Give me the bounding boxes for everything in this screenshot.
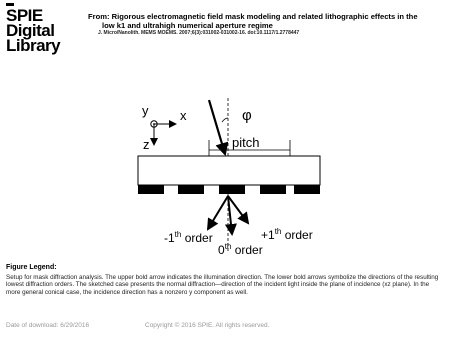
axis-label-x: x [180, 108, 187, 123]
absorber-line-5 [294, 185, 320, 194]
mask-substrate [138, 156, 320, 185]
angle-label: φ [242, 107, 252, 124]
order-0-label: 0th order [218, 242, 263, 257]
axis-label-y: y [142, 103, 149, 118]
figure-legend-title: Figure Legend: [6, 264, 57, 271]
order-minus1-label: -1th order [164, 230, 213, 245]
logo-line-3: Library [6, 36, 61, 55]
article-title-line-2: low k1 and ultrahigh numerical aperture regime [102, 21, 273, 30]
axis-label-z: z [143, 137, 150, 152]
absorber-line-1 [138, 185, 164, 194]
absorber-line-4 [260, 185, 286, 194]
axis-origin-dot [153, 123, 155, 125]
order-minus1-arrow [208, 196, 228, 229]
article-header [88, 12, 448, 37]
logo-line-2: Digital [6, 21, 55, 40]
download-date: Date of download: 6/29/2016 [6, 322, 90, 329]
logo-line-1: SPIE [6, 6, 43, 25]
pitch-label: pitch [232, 135, 260, 150]
spie-digital-library-logo [6, 3, 64, 53]
absorber-line-2 [178, 185, 204, 194]
incident-arrow [209, 100, 225, 154]
angle-arc [222, 118, 228, 122]
article-citation: J. Micro/Nanolith. MEMS MOEMS. 2007;6(3):031002-031002-16. doi:10.1117/1.2778447 [98, 30, 300, 36]
diffraction-diagram [130, 92, 330, 260]
figure-legend-text: Setup for mask diffraction analysis. The upper bold arrow indicates the illumination direction. The lower bold arrows symbolize the directions of the resulting lowest diffraction orders. The sketched case presents the normal diffraction—direction of the incident light inside the plane of incidence (xz plane). In the more general conical case, the incidence direction has a nonzero y component as well. [6, 274, 439, 296]
article-title-line-1: From: Rigorous electromagnetic field mask modeling and related lithographic effects in the [88, 12, 418, 21]
copyright-notice: Copyright © 2016 SPIE. All rights reserved. [145, 322, 270, 329]
order-plus1-label: +1th order [261, 227, 313, 242]
absorber-line-3 [219, 185, 245, 194]
